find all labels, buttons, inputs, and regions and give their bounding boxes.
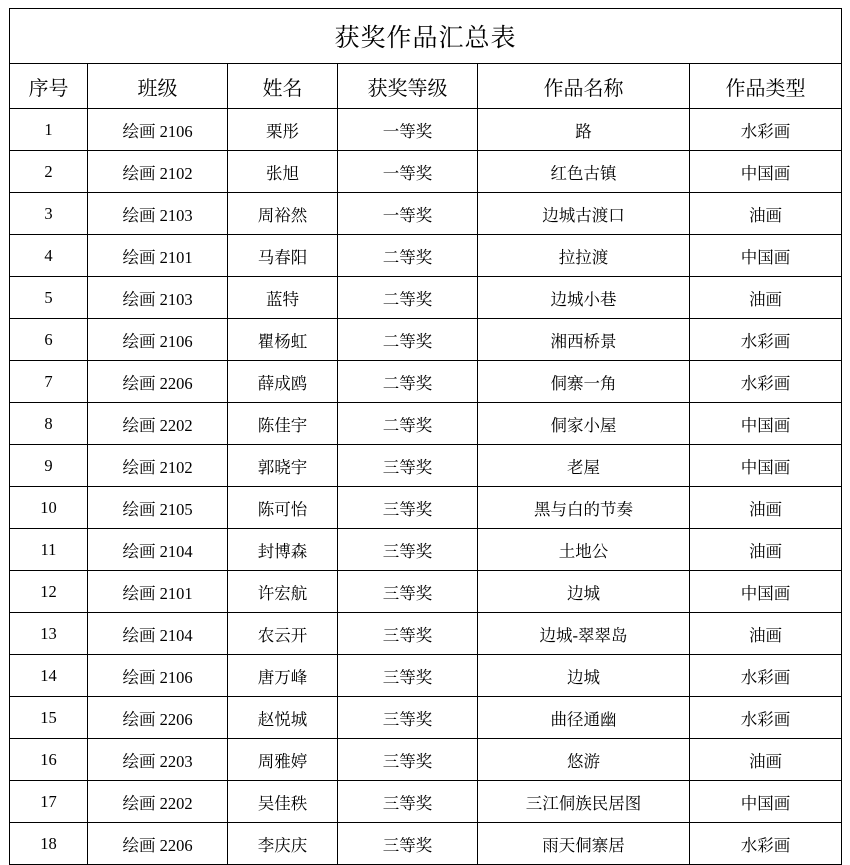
cell-award-level: 一等奖 xyxy=(338,151,478,193)
cell-work-type: 油画 xyxy=(690,193,842,235)
table-row xyxy=(10,403,842,445)
cell-student-name: 周裕然 xyxy=(228,193,338,235)
table-row xyxy=(10,109,842,151)
cell-award-level: 三等奖 xyxy=(338,487,478,529)
column-header-student-name: 姓名 xyxy=(228,64,338,109)
table-row xyxy=(10,193,842,235)
cell-index: 17 xyxy=(10,781,88,823)
cell-student-name: 陈可怡 xyxy=(228,487,338,529)
cell-award-level: 一等奖 xyxy=(338,193,478,235)
cell-award-level: 三等奖 xyxy=(338,529,478,571)
cell-index: 9 xyxy=(10,445,88,487)
table-row xyxy=(10,361,842,403)
cell-class: 绘画 2104 xyxy=(88,613,228,655)
table-body xyxy=(10,9,842,865)
cell-class: 绘画 2105 xyxy=(88,487,228,529)
title-row xyxy=(10,9,842,64)
cell-award-level: 三等奖 xyxy=(338,739,478,781)
cell-work-title: 黑与白的节奏 xyxy=(478,487,690,529)
cell-student-name: 唐万峰 xyxy=(228,655,338,697)
cell-student-name: 郭晓宇 xyxy=(228,445,338,487)
cell-index: 7 xyxy=(10,361,88,403)
cell-work-type: 油画 xyxy=(690,277,842,319)
cell-index: 13 xyxy=(10,613,88,655)
cell-award-level: 三等奖 xyxy=(338,445,478,487)
cell-class: 绘画 2206 xyxy=(88,361,228,403)
cell-student-name: 栗彤 xyxy=(228,109,338,151)
cell-award-level: 二等奖 xyxy=(338,319,478,361)
cell-work-type: 水彩画 xyxy=(690,319,842,361)
cell-work-title: 拉拉渡 xyxy=(478,235,690,277)
table-row xyxy=(10,613,842,655)
cell-student-name: 赵悦城 xyxy=(228,697,338,739)
cell-student-name: 周雅婷 xyxy=(228,739,338,781)
page-title: 获奖作品汇总表 xyxy=(10,9,842,64)
table-row xyxy=(10,277,842,319)
cell-work-type: 中国画 xyxy=(690,445,842,487)
cell-class: 绘画 2102 xyxy=(88,445,228,487)
cell-class: 绘画 2102 xyxy=(88,151,228,193)
cell-class: 绘画 2106 xyxy=(88,319,228,361)
cell-class: 绘画 2202 xyxy=(88,403,228,445)
cell-work-type: 水彩画 xyxy=(690,361,842,403)
cell-work-title: 曲径通幽 xyxy=(478,697,690,739)
cell-work-type: 油画 xyxy=(690,487,842,529)
cell-work-title: 边城-翠翠岛 xyxy=(478,613,690,655)
table-row xyxy=(10,781,842,823)
table-row xyxy=(10,739,842,781)
cell-index: 12 xyxy=(10,571,88,613)
cell-class: 绘画 2103 xyxy=(88,193,228,235)
table-row xyxy=(10,487,842,529)
cell-work-type: 水彩画 xyxy=(690,697,842,739)
cell-work-type: 中国画 xyxy=(690,403,842,445)
cell-index: 11 xyxy=(10,529,88,571)
column-header-class: 班级 xyxy=(88,64,228,109)
cell-award-level: 三等奖 xyxy=(338,823,478,865)
cell-index: 14 xyxy=(10,655,88,697)
column-header-index: 序号 xyxy=(10,64,88,109)
cell-work-type: 油画 xyxy=(690,613,842,655)
cell-award-level: 一等奖 xyxy=(338,109,478,151)
cell-class: 绘画 2103 xyxy=(88,277,228,319)
cell-student-name: 张旭 xyxy=(228,151,338,193)
cell-index: 3 xyxy=(10,193,88,235)
cell-index: 1 xyxy=(10,109,88,151)
cell-award-level: 三等奖 xyxy=(338,571,478,613)
table-row xyxy=(10,571,842,613)
cell-class: 绘画 2203 xyxy=(88,739,228,781)
cell-student-name: 蓝特 xyxy=(228,277,338,319)
table-row xyxy=(10,655,842,697)
cell-work-type: 中国画 xyxy=(690,571,842,613)
cell-index: 6 xyxy=(10,319,88,361)
table-header-row xyxy=(10,64,842,109)
cell-award-level: 二等奖 xyxy=(338,277,478,319)
table-row xyxy=(10,445,842,487)
award-summary-table xyxy=(9,8,842,865)
cell-student-name: 马春阳 xyxy=(228,235,338,277)
table-row xyxy=(10,529,842,571)
cell-student-name: 瞿杨虹 xyxy=(228,319,338,361)
cell-index: 18 xyxy=(10,823,88,865)
cell-student-name: 吴佳秩 xyxy=(228,781,338,823)
cell-index: 5 xyxy=(10,277,88,319)
cell-award-level: 二等奖 xyxy=(338,235,478,277)
table-row xyxy=(10,697,842,739)
cell-work-title: 雨天侗寨居 xyxy=(478,823,690,865)
cell-class: 绘画 2104 xyxy=(88,529,228,571)
cell-work-type: 中国画 xyxy=(690,151,842,193)
cell-work-type: 水彩画 xyxy=(690,109,842,151)
cell-work-title: 边城小巷 xyxy=(478,277,690,319)
cell-work-type: 油画 xyxy=(690,529,842,571)
cell-work-type: 中国画 xyxy=(690,235,842,277)
cell-index: 16 xyxy=(10,739,88,781)
cell-work-title: 路 xyxy=(478,109,690,151)
table-row xyxy=(10,235,842,277)
cell-student-name: 农云开 xyxy=(228,613,338,655)
cell-index: 10 xyxy=(10,487,88,529)
cell-work-type: 油画 xyxy=(690,739,842,781)
cell-class: 绘画 2101 xyxy=(88,235,228,277)
cell-index: 8 xyxy=(10,403,88,445)
cell-award-level: 二等奖 xyxy=(338,361,478,403)
cell-index: 15 xyxy=(10,697,88,739)
column-header-work-title: 作品名称 xyxy=(478,64,690,109)
cell-work-type: 水彩画 xyxy=(690,655,842,697)
cell-work-title: 悠游 xyxy=(478,739,690,781)
cell-student-name: 李庆庆 xyxy=(228,823,338,865)
cell-class: 绘画 2206 xyxy=(88,697,228,739)
cell-index: 4 xyxy=(10,235,88,277)
cell-award-level: 三等奖 xyxy=(338,655,478,697)
column-header-award-level: 获奖等级 xyxy=(338,64,478,109)
cell-work-title: 侗家小屋 xyxy=(478,403,690,445)
cell-class: 绘画 2106 xyxy=(88,655,228,697)
cell-award-level: 二等奖 xyxy=(338,403,478,445)
cell-work-title: 侗寨一角 xyxy=(478,361,690,403)
cell-index: 2 xyxy=(10,151,88,193)
column-header-work-type: 作品类型 xyxy=(690,64,842,109)
cell-class: 绘画 2106 xyxy=(88,109,228,151)
cell-award-level: 三等奖 xyxy=(338,697,478,739)
cell-award-level: 三等奖 xyxy=(338,781,478,823)
cell-work-type: 中国画 xyxy=(690,781,842,823)
cell-class: 绘画 2206 xyxy=(88,823,228,865)
cell-work-type: 水彩画 xyxy=(690,823,842,865)
cell-student-name: 陈佳宇 xyxy=(228,403,338,445)
cell-work-title: 老屋 xyxy=(478,445,690,487)
cell-work-title: 边城 xyxy=(478,571,690,613)
cell-award-level: 三等奖 xyxy=(338,613,478,655)
cell-work-title: 红色古镇 xyxy=(478,151,690,193)
cell-class: 绘画 2202 xyxy=(88,781,228,823)
cell-work-title: 土地公 xyxy=(478,529,690,571)
table-row xyxy=(10,823,842,865)
cell-class: 绘画 2101 xyxy=(88,571,228,613)
table-row xyxy=(10,151,842,193)
table-row xyxy=(10,319,842,361)
cell-work-title: 湘西桥景 xyxy=(478,319,690,361)
cell-work-title: 边城 xyxy=(478,655,690,697)
cell-work-title: 三江侗族民居图 xyxy=(478,781,690,823)
cell-work-title: 边城古渡口 xyxy=(478,193,690,235)
cell-student-name: 薛成鸥 xyxy=(228,361,338,403)
cell-student-name: 许宏航 xyxy=(228,571,338,613)
cell-student-name: 封博森 xyxy=(228,529,338,571)
